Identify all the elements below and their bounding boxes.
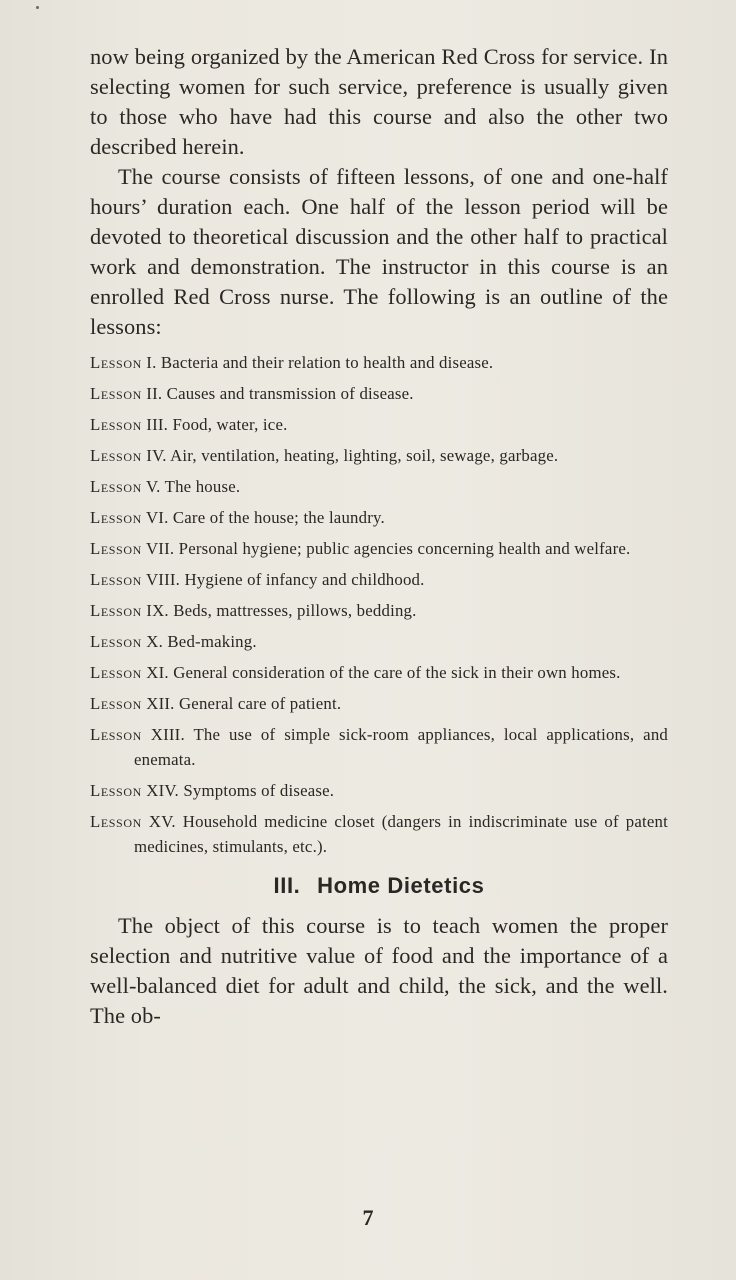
lesson-text: Bacteria and their relation to health and disease. <box>160 353 494 372</box>
lesson-text: Air, ventilation, heating, lighting, soil, sewage, garbage. <box>170 446 559 465</box>
lesson-item <box>90 567 668 592</box>
lesson-number: XI. <box>146 663 169 682</box>
lesson-text: General care of patient. <box>178 694 342 713</box>
lesson-label: Lesson <box>90 384 142 403</box>
corner-mark <box>36 6 39 9</box>
lesson-number: V. <box>145 477 161 496</box>
lesson-item <box>90 629 668 654</box>
lesson-text: The house. <box>164 477 241 496</box>
lesson-item <box>90 443 668 468</box>
lesson-text: Beds, mattresses, pillows, bedding. <box>173 601 417 620</box>
lesson-text: Symptoms of disease. <box>183 781 335 800</box>
intro-paragraph: now being organized by the American Red Cross for service. In selecting women for such service, preference is usually given to those who have had this course and also the other two described herein. <box>90 44 668 159</box>
lesson-label: Lesson <box>90 725 142 744</box>
lesson-label: Lesson <box>90 663 142 682</box>
lesson-label: Lesson <box>90 446 142 465</box>
lesson-item <box>90 536 668 561</box>
lesson-item <box>90 505 668 530</box>
lesson-label: Lesson <box>90 539 142 558</box>
lesson-item <box>90 809 668 859</box>
lesson-label: Lesson <box>90 601 142 620</box>
course-paragraph: The course consists of fifteen lessons, of one and one-half hours’ duration each. One half of the lesson period will be devoted to theoretical discussion and the other half to practical work and demonstration. The instructor in this course is an enrolled Red Cross nurse. The following is an outline of the lessons: <box>90 164 668 339</box>
lesson-number: IV. <box>146 446 167 465</box>
lesson-item <box>90 412 668 437</box>
lesson-text: General consideration of the care of the sick in their own homes. <box>173 663 621 682</box>
lesson-number: XIII. <box>150 725 185 744</box>
lesson-number: II. <box>146 384 163 403</box>
lesson-number: XII. <box>146 694 175 713</box>
lesson-label: Lesson <box>90 508 142 527</box>
lesson-item <box>90 778 668 803</box>
lesson-item <box>90 350 668 375</box>
lesson-label: Lesson <box>90 781 142 800</box>
lesson-text: Bed-making. <box>167 632 257 651</box>
lesson-label: Lesson <box>90 353 142 372</box>
lesson-number: VI. <box>145 508 169 527</box>
section-number: III. <box>273 873 301 898</box>
lesson-number: III. <box>146 415 169 434</box>
lesson-number: XIV. <box>146 781 179 800</box>
lesson-text: Household medicine closet (dangers in indiscriminate use of patent medicines, stimulants, etc.). <box>134 812 668 856</box>
lesson-list <box>90 350 668 859</box>
lesson-text: The use of simple sick-room appliances, local applications, and enemata. <box>134 725 668 769</box>
lesson-item <box>90 691 668 716</box>
dietetics-paragraph: The object of this course is to teach women the proper selection and nutritive value of food and the importance of a well-balanced diet for adult and child, the sick, and the well. The ob- <box>90 913 668 1028</box>
lesson-number: VIII. <box>145 570 181 589</box>
lesson-label: Lesson <box>90 570 142 589</box>
lesson-label: Lesson <box>90 694 142 713</box>
lesson-item <box>90 474 668 499</box>
lesson-item <box>90 660 668 685</box>
lesson-text: Personal hygiene; public agencies concerning health and welfare. <box>178 539 631 558</box>
lesson-label: Lesson <box>90 477 142 496</box>
lesson-number: VII. <box>145 539 175 558</box>
lesson-number: IX. <box>146 601 169 620</box>
section-heading <box>90 871 668 901</box>
lesson-number: X. <box>146 632 163 651</box>
page-number: 7 <box>362 1205 374 1230</box>
lesson-text: Causes and transmission of disease. <box>166 384 414 403</box>
lesson-item <box>90 598 668 623</box>
lesson-item <box>90 381 668 406</box>
section-title: Home Dietetics <box>317 873 485 898</box>
lesson-label: Lesson <box>90 415 142 434</box>
lesson-number: XV. <box>148 812 176 831</box>
lesson-text: Hygiene of infancy and childhood. <box>184 570 425 589</box>
page-content <box>90 42 668 1031</box>
lesson-number: I. <box>146 353 157 372</box>
lesson-item <box>90 722 668 772</box>
lesson-text: Food, water, ice. <box>172 415 288 434</box>
lesson-label: Lesson <box>90 632 142 651</box>
lesson-label: Lesson <box>90 812 142 831</box>
lesson-text: Care of the house; the laundry. <box>172 508 385 527</box>
